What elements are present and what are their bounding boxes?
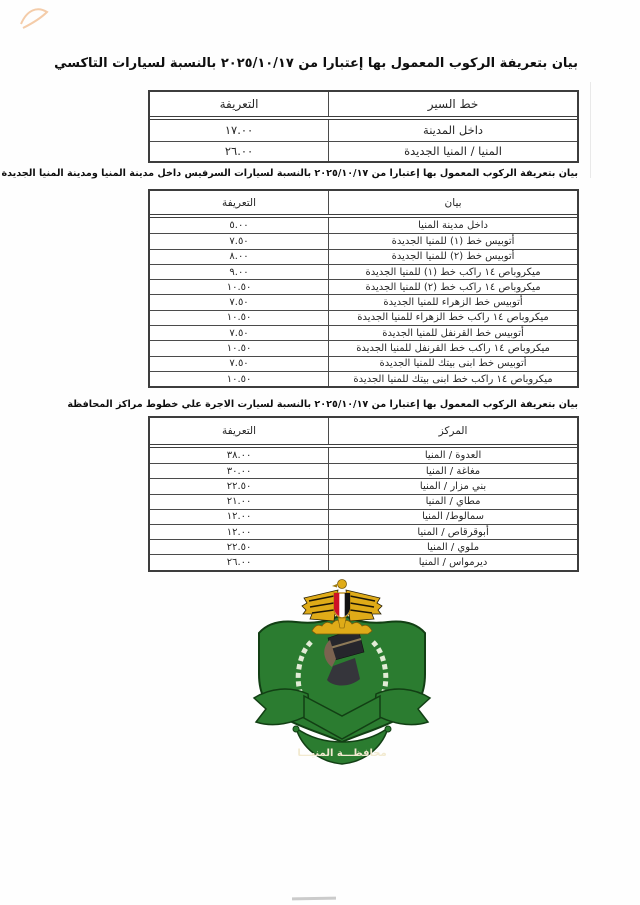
table-row (150, 249, 577, 264)
table-row (150, 371, 577, 386)
pen-scribble-artifact (16, 2, 58, 32)
fare-cell: ٣٨.٠٠ (226, 450, 252, 462)
table-row (150, 233, 577, 248)
fare-cell: ١٠.٥٠ (226, 373, 252, 385)
fare-cell: ٩.٠٠ (229, 266, 249, 278)
route-cell: ميكروباص ١٤ راكب خط القرنفل للمنيا الجديدة (328, 341, 577, 355)
fare-cell: ١٠.٥٠ (226, 343, 252, 355)
fare-cell: ١٠.٥٠ (226, 312, 252, 324)
route-cell: المنيا / المنيا الجديدة (328, 142, 577, 162)
route-cell: ميكروباص ١٤ راكب خط الزهراء للمنيا الجديدة (328, 311, 577, 325)
route-cell: داخل مدينة المنيا (328, 218, 577, 233)
intercity-fares-table (148, 416, 579, 572)
column-header-route: خط السير (328, 92, 577, 116)
table-row (150, 325, 577, 340)
table-row (150, 509, 577, 524)
route-cell: مطاي / المنيا (328, 495, 577, 509)
route-cell: بني مزار / المنيا (328, 479, 577, 493)
route-cell: ميكروباص ١٤ راكب خط (٢) للمنيا الجديدة (328, 280, 577, 294)
fare-cell: ٢٢.٥٠ (226, 541, 252, 553)
route-cell: سمالوط/ المنيا (328, 510, 577, 524)
governorate-emblem-icon (246, 576, 438, 782)
column-header-fare: التعريفة (222, 425, 257, 437)
table-header-row (150, 418, 577, 445)
route-cell: أتوبيس خط (١) للمنيا الجديدة (328, 234, 577, 248)
table-row (150, 279, 577, 294)
route-cell: ميكروباص ١٤ راكب خط (١) للمنيا الجديدة (328, 265, 577, 279)
table-row (150, 539, 577, 554)
fare-cell: ٧.٥٠ (229, 327, 249, 339)
column-header-center: المركز (328, 418, 577, 444)
table-row (150, 120, 577, 141)
table-row (150, 524, 577, 539)
table-row (150, 310, 577, 325)
taxi-fares-table (148, 90, 579, 163)
route-cell: أتوبيس خط (٢) للمنيا الجديدة (328, 250, 577, 264)
table-row (150, 356, 577, 371)
fare-cell: ٧.٥٠ (229, 297, 249, 309)
route-cell: أبوقرقاص / المنيا (328, 525, 577, 539)
intercity-fares-title: بيان بتعريفة الركوب المعمول بها إعتبارا من ٢٠٢٥/١٠/١٧ بالنسبة لسيارت الاجرة علي خطوط مراكز المحافظة (67, 399, 578, 410)
table-row (150, 463, 577, 478)
fare-cell: ١٧.٠٠ (224, 123, 254, 138)
minya-governorate-emblem (246, 576, 438, 782)
table-body (150, 119, 577, 161)
route-cell: أتوبيس خط ابنى بيتك للمنيا الجديدة (328, 357, 577, 371)
route-cell: مغاغة / المنيا (328, 464, 577, 478)
emblem-banner-text: محافظـــة المنيـــا (297, 748, 387, 759)
table-row (150, 141, 577, 162)
scan-mark-artifact (292, 897, 336, 900)
table-row (150, 448, 577, 463)
table-row (150, 494, 577, 509)
fare-cell: ٢٦.٠٠ (224, 144, 254, 159)
scan-line-artifact (590, 82, 591, 178)
column-header-route: بيان (328, 191, 577, 214)
table-body (150, 447, 577, 570)
route-cell: أتوبيس خط الزهراء للمنيا الجديدة (328, 295, 577, 309)
table-row (150, 294, 577, 309)
table-header-row (150, 92, 577, 117)
service-fares-title: بيان بتعريفة الركوب المعمول بها إعتبارا من ٢٠٢٥/١٠/١٧ بالنسبة لسيارات السرفيس داخل مدينة المنيا ومدينة المنيا الجديدة (1, 168, 578, 179)
fare-cell: ١٢.٠٠ (226, 511, 252, 523)
route-cell: ملوي / المنيا (328, 540, 577, 554)
table-header-row (150, 191, 577, 215)
table-row (150, 340, 577, 355)
fare-cell: ٨.٠٠ (229, 251, 249, 263)
fare-cell: ٧.٥٠ (229, 358, 249, 370)
table-row (150, 554, 577, 569)
table-row (150, 478, 577, 493)
route-cell: ميكروباص ١٤ راكب خط ابنى بيتك للمنيا الجديدة (328, 372, 577, 386)
service-fares-table (148, 189, 579, 388)
route-cell: العدوة / المنيا (328, 448, 577, 463)
fare-cell: ٢١.٠٠ (226, 496, 252, 508)
route-cell: ديرمواس / المنيا (328, 555, 577, 569)
route-cell: أتوبيس خط القرنفل للمنيا الجديدة (328, 326, 577, 340)
column-header-fare: التعريفة (222, 196, 257, 209)
column-header-fare: التعريفة (219, 97, 259, 111)
table-row (150, 264, 577, 279)
fare-cell: ٢٦.٠٠ (226, 556, 252, 568)
fare-cell: ٢٢.٥٠ (226, 480, 252, 492)
fare-cell: ٧.٥٠ (229, 235, 249, 247)
taxi-fares-title: بيان بتعريفة الركوب المعمول بها إعتبارا من ٢٠٢٥/١٠/١٧ بالنسبة لسيارات التاكسي (54, 56, 578, 71)
fare-cell: ١٠.٥٠ (226, 281, 252, 293)
fare-cell: ١٢.٠٠ (226, 526, 252, 538)
route-cell: داخل المدينة (328, 120, 577, 141)
table-row (150, 218, 577, 233)
fare-cell: ٣٠.٠٠ (226, 465, 252, 477)
table-body (150, 217, 577, 386)
fare-cell: ٥.٠٠ (229, 220, 249, 232)
